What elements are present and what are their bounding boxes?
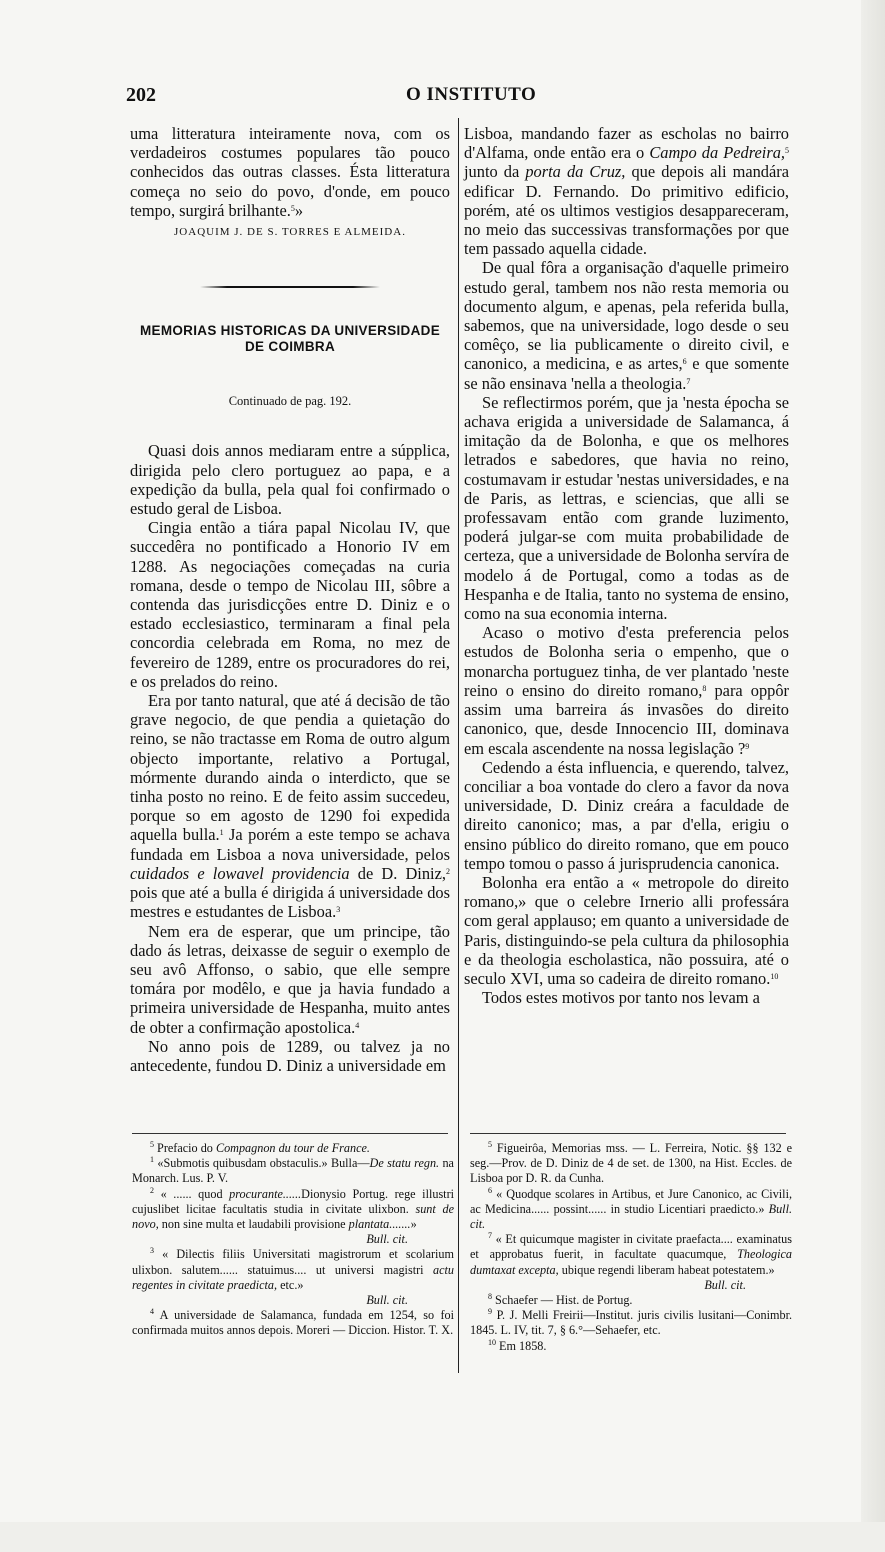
footnote	[470, 1308, 792, 1338]
footnote	[470, 1141, 792, 1187]
text-run: e que somente se não ensinava 'nella a theologia.	[464, 354, 789, 393]
section-title	[130, 323, 450, 355]
text-run: pois que até a bulla é dirigida á universidade dos mestres e estudantes de Lisboa.	[130, 883, 450, 922]
note-ref: 2	[445, 866, 450, 876]
footnote	[132, 1141, 454, 1156]
author-signature: JOAQUIM J. DE S. TORRES E ALMEIDA.	[174, 226, 406, 239]
page-bottom-margin	[0, 1522, 885, 1552]
footnote-separator	[470, 1133, 786, 1134]
column-divider	[458, 118, 459, 1373]
text-run: « Quodque scolares in Artibus, et Jure Canonico, ac Civili, ac Medicina...... possint...... in studio Licentiari praedicto.»	[470, 1186, 792, 1216]
note-ref: 6	[682, 357, 687, 367]
italic-run: Theologica dumtaxat excepta,	[470, 1247, 792, 1277]
footnote	[470, 1293, 792, 1308]
footnote-number: 2	[150, 1185, 154, 1195]
page-header	[126, 84, 791, 112]
footnote-number: 5	[488, 1140, 492, 1149]
text-run: « Et quicumque magister in civitate praefacta.... examinatus et approbatus fuerit, in facultate quacumque,	[470, 1232, 793, 1262]
text-run: para oppôr assim uma barreira ás invasões do direito canonico, que, desde Innocencio III, dominava em escala ascendente na nossa legislação ?	[464, 680, 790, 758]
footnote-citation	[132, 1293, 454, 1308]
italic-run: actu regentes in civitate praedicta,	[132, 1262, 454, 1292]
paragraph	[464, 124, 789, 258]
left-column	[130, 124, 450, 1075]
text-run: «Submotis quibusdam obstaculis.» Bulla—	[157, 1156, 370, 1171]
running-title: O INSTITUTO	[406, 84, 537, 105]
paragraph: Cingia então a tiára papal Nicolau IV, que succedêra no pontificado a Honorio IV em 1288. As negociações começadas na curia romana, desde o tempo de Nicolau III, sôbre a contenda das jurisdicções entre D. Diniz e o estado ecclesiastico, terminaram a final pela concordia celebrada em Roma, no mez de fevereiro de 1289, entre os procuradores do rei, e os prelados do reino.	[130, 518, 450, 691]
text-run: ubique regendi liberam habeat potestatem.»	[558, 1262, 775, 1277]
note-ref: 5	[290, 203, 295, 213]
footnote-number: 5	[150, 1140, 154, 1149]
section-title-line-2: DE COIMBRA	[245, 339, 335, 355]
footnote	[470, 1187, 792, 1233]
text-run: « Dilectis filiis Universitati magistrorum et scolarium ulixbon. salutem...... statuimus.... ut universi magistri	[132, 1247, 454, 1277]
right-footnotes	[470, 1141, 792, 1354]
quote-close: »	[294, 200, 304, 220]
italic-run: Bull. cit.	[366, 1232, 408, 1247]
text-run: Lisboa, mandando fazer as escholas no bairro d'Alfama, onde então era o	[464, 124, 789, 163]
footnote	[132, 1156, 454, 1186]
paragraph	[464, 873, 789, 988]
note-ref: 3	[336, 905, 341, 915]
italic-run: procurante......	[229, 1186, 302, 1201]
text-run: Prefacio do	[157, 1141, 216, 1155]
text-run: Schaefer — Hist. de Portug.	[495, 1293, 633, 1308]
footnote-separator	[132, 1133, 448, 1134]
footnote-citation	[132, 1232, 454, 1247]
footnote	[132, 1247, 454, 1293]
text-run: Dionysio Portug. rege illustri cujuslibet licitae facultatis studia in civitate ulixbon.	[132, 1186, 455, 1216]
italic-run: Campo da Pedreira,	[649, 143, 785, 163]
text-run: junto da	[464, 162, 526, 182]
right-column	[464, 124, 789, 1007]
section-title-line-1: MEMORIAS HISTORICAS DA UNIVERSIDADE	[139, 323, 441, 339]
text-run: de D. Diniz,	[349, 863, 446, 883]
paragraph	[464, 258, 789, 392]
text-run: P. J. Melli Freirii—Institut. juris civilis lusitani—Conimbr. 1845. L. IV, tit. 7, § 6.°—Sehaefer, etc.	[470, 1308, 793, 1338]
footnote	[470, 1232, 792, 1278]
text-run: Era por tanto natural, que até á decisão de tão grave negocio, de que pendia a quietação do reino, se não tractasse em Roma de outro algum objecto importante, relativo a Portugal, mórmente durando ainda o interdicto, que se tinha posto no reino. E de feito assim succedeu, porque so em agosto de 1290 foi expedida aquella bulla.	[130, 691, 450, 845]
text-run: « ...... quod	[160, 1186, 230, 1201]
intro-continuation-paragraph	[130, 124, 450, 220]
footnote-number: 6	[488, 1185, 492, 1195]
text-run: A universidade de Salamanca, fundada em 1254, so foi confirmada muitos annos depois. Moreri — Diccion. Histor. T. X.	[132, 1308, 454, 1338]
italic-run: porta da Cruz,	[525, 162, 626, 182]
footnote	[132, 1308, 454, 1338]
left-footnotes	[132, 1141, 454, 1339]
footnote-citation	[470, 1278, 792, 1293]
text-run: Em 1858.	[499, 1338, 547, 1353]
note-ref: 9	[745, 741, 750, 751]
italic-run: Bull. cit.	[366, 1293, 408, 1308]
italic-run: Bull. cit.	[704, 1277, 746, 1292]
intro-text: uma litteratura inteiramente nova, com os verdadeiros costumes populares tão pouco conhecidos das outras classes. Ésta litteratura começa no seio do povo, d'onde, em pouco tempo, surgirá brilhante.	[130, 124, 450, 220]
paragraph	[130, 691, 450, 921]
footnote-number: 4	[150, 1307, 154, 1317]
footnote-number: 9	[488, 1307, 492, 1317]
section-ornament-rule	[200, 285, 380, 289]
text-run: Figueirôa, Memorias mss. — L. Ferreira, Notic. §§ 132 e seg.—Prov. de D. Diniz de 4 de set. de 1300, na Hist. Eccles. de Lisboa por D. R. da Cunha.	[470, 1141, 793, 1186]
paragraph: Cedendo a ésta influencia, e querendo, talvez, conciliar a boa vontade do clero a favor da nova universidade, D. Diniz creára a faculdade de direito canonico; mas, a par d'ella, erigiu o ensino público do direito romano, que em pouco tempo tomou o passo á jurisprudencia canonica.	[464, 757, 789, 873]
italic-run: Compagnon du tour de France.	[215, 1141, 370, 1155]
text-run: na Monarch. Lus. P. V.	[132, 1156, 454, 1186]
page-number: 202	[126, 84, 156, 106]
footnote-number: 1	[150, 1155, 154, 1165]
italic-run: De statu regn.	[369, 1156, 440, 1171]
note-ref: 5	[785, 146, 789, 156]
text-run: non sine multa et laudabili provisione	[158, 1217, 349, 1232]
italic-run: plantata.......	[348, 1217, 411, 1232]
italic-run: cuidados e lowavel providencia	[130, 863, 350, 883]
italic-run: sunt de novo,	[132, 1201, 454, 1232]
footnote	[132, 1187, 454, 1233]
footnote-number: 10	[488, 1337, 496, 1347]
footnote-number: 3	[150, 1246, 154, 1256]
page-edge-shadow	[861, 0, 885, 1552]
footnote	[470, 1339, 792, 1354]
text-run: Acaso o motivo d'esta preferencia pelos estudos de Bolonha seria o empenho, que o monarcha portuguez tinha, de ver plantado 'neste reino o ensino do direito romano,	[464, 623, 789, 700]
text-run: »	[410, 1217, 417, 1232]
footnote-number: 7	[488, 1231, 492, 1241]
paragraph: Se reflectirmos porém, que ja 'nesta époсha se achava erigida a universidade de Salamanca, á imitação da de Bolonha, e que os melhores letrados e sabedores, que havia no reino, costumavam ir estudar 'nestas universidades, e na de Paris, as lettras, e sciencias, que alli se professavam então com grande luzimento, poderá julgar-se com muita probabilidade de certeza, que a universidade de Bolonha servíra de modelo á de Portugal, como a todas as de Hespanha e de Italia, tanto no systema de ensino, como na sua economia interna.	[464, 392, 789, 624]
text-run: De qual fôra a organisação d'aquelle primeiro estudo geral, tambem nos não resta memoria ou documento algum, e apenas, pela referida bulla, sabemos, que na universidade, logo desde o seu comêço, se lia publicamente o direito civil, e canonico, a medicina, e as artes,	[464, 258, 789, 374]
paragraph: Todos estes motivos por tanto nos levam a	[482, 988, 760, 1008]
paragraph: Quasi dois annos mediaram entre a súpplica, dirigida pelo clero portuguez ao papa, e a expedição da bulla, pela qual foi confirmado o estudo geral de Lisboa.	[130, 441, 450, 519]
continued-from-note: Continuado de pag. 192.	[228, 394, 352, 409]
note-ref: 7	[686, 376, 691, 386]
note-ref: 1	[219, 828, 224, 838]
text-run: Ja porém a este tempo se achava fundada em Lisboa a nova universidade, pelos	[130, 825, 450, 864]
paragraph: No anno pois de 1289, ou talvez ja no antecedente, fundou D. Diniz a universidade em	[130, 1036, 450, 1075]
text-run: Bolonha era então a « metropole do direito romano,» que o celebre Irnerio alli professára com geral applauso; em quanto a universidade de Paris, distinguindo-se pela cultura da philosophia e da theologia escholastica, não possuira, até o seculo XVI, uma so cadeira de direito romano.	[464, 872, 789, 988]
paragraph	[130, 922, 450, 1037]
note-ref: 8	[702, 683, 707, 693]
text-run: etc.»	[277, 1277, 304, 1292]
text-run: Nem era de esperar, que um principe, tão dado ás letras, deixasse de seguir o exemplo de seu avô Affonso, o sabio, que elle sempre tomára por modêlo, e que ja havia fundado a primeira universidade de Hespanha, muito antes de obter a confirmação apostolica.	[130, 921, 450, 1037]
note-ref: 4	[355, 1020, 360, 1030]
note-ref: 10	[770, 971, 779, 981]
text-run: que depois ali mandára edificar D. Fernando. Do primitivo edificio, porém, até os ultimos vestigios desappareceram, no meio das successivas transformações por que tem passado aquella cidade.	[464, 162, 790, 259]
italic-run: Bull. cit.	[470, 1201, 792, 1232]
footnote-number: 8	[488, 1292, 492, 1302]
paragraph	[464, 623, 789, 757]
